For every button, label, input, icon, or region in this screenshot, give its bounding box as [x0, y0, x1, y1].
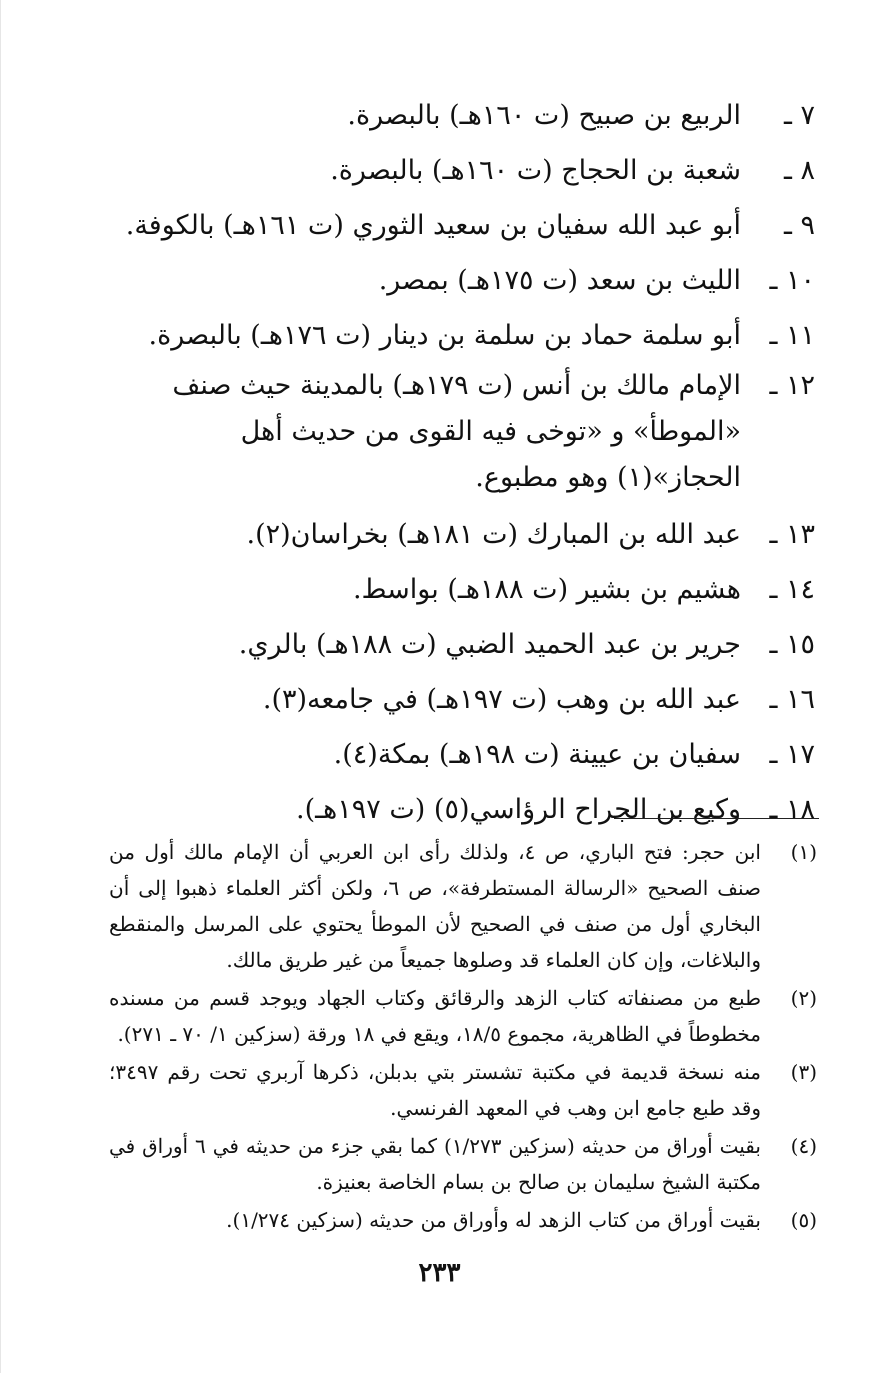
item-number: ٨ ـ — [783, 155, 815, 186]
item-text: الربيع بن صبيح (ت ١٦٠هـ) بالبصرة. — [347, 100, 741, 131]
page-fold-edge — [0, 0, 1, 1373]
item-text: جرير بن عبد الحميد الضبي (ت ١٨٨هـ) بالري. — [238, 629, 741, 660]
item-text: الليث بن سعد (ت ١٧٥هـ) بمصر. — [378, 265, 741, 296]
item-number: ١٣ ـ — [769, 519, 815, 550]
item-text: سفيان بن عيينة (ت ١٩٨هـ) بمكة(٤). — [333, 739, 741, 770]
narrator-list — [115, 88, 815, 837]
item-text: عبد الله بن وهب (ت ١٩٧هـ) في جامعه(٣). — [262, 684, 741, 715]
page-number: ٢٣٣ — [418, 1258, 461, 1288]
list-item — [115, 143, 815, 198]
footnote-number: (٥) — [790, 1208, 817, 1232]
list-item — [115, 727, 815, 782]
item-number: ١١ ـ — [769, 320, 815, 351]
list-item — [115, 308, 815, 363]
list-item — [115, 253, 815, 308]
item-number: ٧ ـ — [783, 100, 815, 131]
item-text: هشيم بن بشير (ت ١٨٨هـ) بواسط. — [352, 574, 741, 605]
list-item — [115, 198, 815, 253]
footnote-separator — [614, 818, 819, 819]
item-number: ١٦ ـ — [769, 684, 815, 715]
footnote — [109, 980, 817, 1052]
item-text: الإمام مالك بن أنس (ت ١٧٩هـ) بالمدينة حيث صنف «الموطأ» و «توخى فيه القوى من حديث أهل الحجاز»(١) وهو مطبوع. — [172, 370, 741, 493]
item-text: أبو عبد الله سفيان بن سعيد الثوري (ت ١٦١هـ) بالكوفة. — [125, 210, 741, 241]
footnote — [109, 1128, 817, 1200]
footnote-number: (٢) — [790, 986, 817, 1010]
footnotes — [109, 834, 817, 1240]
footnote-number: (١) — [790, 840, 817, 864]
footnote — [109, 1054, 817, 1126]
footnote-number: (٣) — [790, 1060, 817, 1084]
list-item — [115, 562, 815, 617]
footnote — [109, 1202, 817, 1238]
list-item — [115, 617, 815, 672]
item-number: ١٨ ـ — [769, 794, 815, 825]
item-number: ١٢ ـ — [769, 370, 815, 401]
footnote — [109, 834, 817, 978]
list-item — [115, 88, 815, 143]
item-text: شعبة بن الحجاج (ت ١٦٠هـ) بالبصرة. — [330, 155, 741, 186]
item-text: وكيع بن الجراح الرؤاسي(٥) (ت ١٩٧هـ). — [296, 794, 741, 825]
footnote-text: بقيت أوراق من كتاب الزهد له وأوراق من حديثه (سزكين ١/٢٧٤). — [226, 1208, 761, 1232]
list-item — [115, 363, 815, 501]
footnote-text: طبع من مصنفاته كتاب الزهد والرقائق وكتاب الجهاد ويوجد قسم من مسنده مخطوطاً في الظاهرية، مجموع ١٨/٥، ويقع في ١٨ ورقة (سزكين ١/ ٧٠ ـ ٢٧١). — [109, 986, 762, 1046]
item-text: أبو سلمة حماد بن سلمة بن دينار (ت ١٧٦هـ) بالبصرة. — [148, 320, 741, 351]
footnote-number: (٤) — [790, 1134, 817, 1158]
footnote-text: بقيت أوراق من حديثه (سزكين ١/٢٧٣) كما بقي جزء من حديثه في ٦ أوراق في مكتبة الشيخ سليمان بن صالح بن بسام الخاصة بعنيزة. — [109, 1134, 761, 1194]
item-number: ١٠ ـ — [769, 265, 815, 296]
footnote-text: منه نسخة قديمة في مكتبة تشستر بتي بدبلن، ذكرها آربري تحت رقم ٣٤٩٧؛ وقد طبع جامع ابن وهب في المعهد الفرنسي. — [109, 1060, 761, 1120]
footnote-text: ابن حجر: فتح الباري، ص ٤، ولذلك رأى ابن العربي أن الإمام مالك أول من صنف الصحيح «الرسالة المستطرفة»، ص ٦، ولكن أكثر العلماء ذهبوا إلى أن البخاري أول من صنف في الصحيح لأن الموطأ يحتوي على المرسل والمنقطع والبلاغات، وإن كان العلماء قد وصلوها جميعاً من غير طريق مالك. — [109, 840, 761, 972]
list-item — [115, 672, 815, 727]
list-item — [115, 782, 815, 837]
item-number: ١٧ ـ — [769, 739, 815, 770]
item-number: ١٤ ـ — [769, 574, 815, 605]
item-text: عبد الله بن المبارك (ت ١٨١هـ) بخراسان(٢). — [246, 519, 741, 550]
item-number: ٩ ـ — [783, 210, 815, 241]
item-number: ١٥ ـ — [769, 629, 815, 660]
list-item — [115, 507, 815, 562]
